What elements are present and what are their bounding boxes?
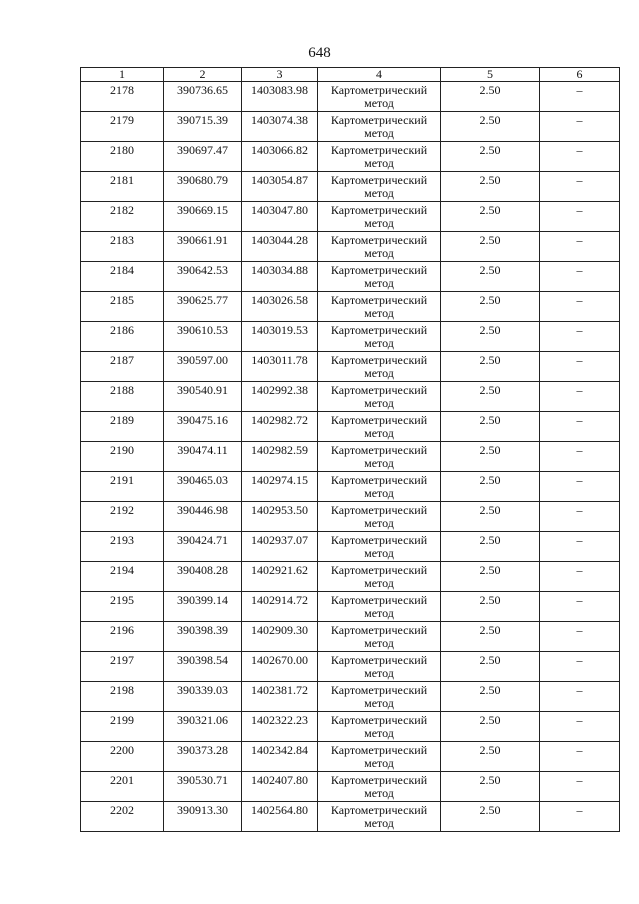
y-coordinate-cell: 1402953.50 [242, 502, 318, 532]
note-cell: – [540, 472, 620, 502]
table-row [81, 352, 620, 382]
method-cell [318, 352, 441, 382]
accuracy-cell: 2.50 [441, 322, 540, 352]
note-cell: – [540, 262, 620, 292]
point-number-cell: 2189 [81, 412, 164, 442]
table-row [81, 712, 620, 742]
note-cell: – [540, 712, 620, 742]
method-cell [318, 82, 441, 112]
y-coordinate-cell: 1402670.00 [242, 652, 318, 682]
point-number-cell: 2187 [81, 352, 164, 382]
y-coordinate-cell: 1403019.53 [242, 322, 318, 352]
accuracy-cell: 2.50 [441, 652, 540, 682]
x-coordinate-cell: 390475.16 [164, 412, 242, 442]
method-cell [318, 472, 441, 502]
y-coordinate-cell: 1402982.72 [242, 412, 318, 442]
accuracy-cell: 2.50 [441, 262, 540, 292]
method-text: Картометрический метод [330, 203, 428, 230]
accuracy-cell: 2.50 [441, 442, 540, 472]
x-coordinate-cell: 390597.00 [164, 352, 242, 382]
x-coordinate-cell: 390610.53 [164, 322, 242, 352]
x-coordinate-cell: 390446.98 [164, 502, 242, 532]
table-row [81, 742, 620, 772]
method-text: Картометрический метод [330, 233, 428, 260]
accuracy-cell: 2.50 [441, 712, 540, 742]
y-coordinate-cell: 1403044.28 [242, 232, 318, 262]
note-cell: – [540, 742, 620, 772]
accuracy-cell: 2.50 [441, 532, 540, 562]
y-coordinate-cell: 1402342.84 [242, 742, 318, 772]
y-coordinate-cell: 1402407.80 [242, 772, 318, 802]
y-coordinate-cell: 1402992.38 [242, 382, 318, 412]
method-text: Картометрический метод [330, 653, 428, 680]
point-number-cell: 2198 [81, 682, 164, 712]
note-cell: – [540, 382, 620, 412]
x-coordinate-cell: 390339.03 [164, 682, 242, 712]
note-cell: – [540, 142, 620, 172]
table-row [81, 262, 620, 292]
table-row [81, 82, 620, 112]
table-row [81, 232, 620, 262]
table-row [81, 772, 620, 802]
method-text: Картометрический метод [330, 293, 428, 320]
column-header-4: 4 [318, 68, 441, 82]
note-cell: – [540, 622, 620, 652]
y-coordinate-cell: 1402909.30 [242, 622, 318, 652]
header-row [81, 68, 620, 82]
method-text: Картометрический метод [330, 803, 428, 830]
accuracy-cell: 2.50 [441, 622, 540, 652]
x-coordinate-cell: 390715.39 [164, 112, 242, 142]
method-cell [318, 142, 441, 172]
accuracy-cell: 2.50 [441, 202, 540, 232]
note-cell: – [540, 442, 620, 472]
x-coordinate-cell: 390373.28 [164, 742, 242, 772]
accuracy-cell: 2.50 [441, 592, 540, 622]
method-cell [318, 382, 441, 412]
y-coordinate-cell: 1403066.82 [242, 142, 318, 172]
method-text: Картометрический метод [330, 593, 428, 620]
method-cell [318, 322, 441, 352]
method-text: Картометрический метод [330, 743, 428, 770]
column-header-6: 6 [540, 68, 620, 82]
table-row [81, 442, 620, 472]
note-cell: – [540, 202, 620, 232]
accuracy-cell: 2.50 [441, 772, 540, 802]
note-cell: – [540, 532, 620, 562]
note-cell: – [540, 682, 620, 712]
method-cell [318, 592, 441, 622]
accuracy-cell: 2.50 [441, 172, 540, 202]
x-coordinate-cell: 390625.77 [164, 292, 242, 322]
x-coordinate-cell: 390424.71 [164, 532, 242, 562]
table-row [81, 412, 620, 442]
x-coordinate-cell: 390530.71 [164, 772, 242, 802]
table-row [81, 802, 620, 832]
column-header-1: 1 [81, 68, 164, 82]
table-row [81, 472, 620, 502]
point-number-cell: 2184 [81, 262, 164, 292]
method-text: Картометрический метод [330, 623, 428, 650]
method-text: Картометрический метод [330, 713, 428, 740]
accuracy-cell: 2.50 [441, 412, 540, 442]
point-number-cell: 2181 [81, 172, 164, 202]
x-coordinate-cell: 390642.53 [164, 262, 242, 292]
point-number-cell: 2195 [81, 592, 164, 622]
method-text: Картометрический метод [330, 263, 428, 290]
method-text: Картометрический метод [330, 83, 428, 110]
method-text: Картометрический метод [330, 503, 428, 530]
point-number-cell: 2191 [81, 472, 164, 502]
note-cell: – [540, 172, 620, 202]
column-header-2: 2 [164, 68, 242, 82]
accuracy-cell: 2.50 [441, 682, 540, 712]
point-number-cell: 2186 [81, 322, 164, 352]
method-text: Картометрический метод [330, 443, 428, 470]
point-number-cell: 2192 [81, 502, 164, 532]
method-cell [318, 652, 441, 682]
method-text: Картометрический метод [330, 173, 428, 200]
note-cell: – [540, 562, 620, 592]
method-cell [318, 172, 441, 202]
note-cell: – [540, 82, 620, 112]
column-header-5: 5 [441, 68, 540, 82]
point-number-cell: 2178 [81, 82, 164, 112]
method-cell [318, 622, 441, 652]
note-cell: – [540, 592, 620, 622]
table-row [81, 682, 620, 712]
method-cell [318, 202, 441, 232]
point-number-cell: 2180 [81, 142, 164, 172]
x-coordinate-cell: 390736.65 [164, 82, 242, 112]
y-coordinate-cell: 1402322.23 [242, 712, 318, 742]
y-coordinate-cell: 1403011.78 [242, 352, 318, 382]
table-header [81, 68, 620, 82]
table-row [81, 142, 620, 172]
y-coordinate-cell: 1402982.59 [242, 442, 318, 472]
method-cell [318, 742, 441, 772]
table-body [81, 82, 620, 832]
note-cell: – [540, 502, 620, 532]
accuracy-cell: 2.50 [441, 112, 540, 142]
method-cell [318, 292, 441, 322]
method-cell [318, 262, 441, 292]
accuracy-cell: 2.50 [441, 352, 540, 382]
method-text: Картометрический метод [330, 683, 428, 710]
x-coordinate-cell: 390913.30 [164, 802, 242, 832]
y-coordinate-cell: 1403083.98 [242, 82, 318, 112]
x-coordinate-cell: 390669.15 [164, 202, 242, 232]
method-cell [318, 442, 441, 472]
accuracy-cell: 2.50 [441, 742, 540, 772]
table-row [81, 592, 620, 622]
method-cell [318, 772, 441, 802]
x-coordinate-cell: 390540.91 [164, 382, 242, 412]
y-coordinate-cell: 1402564.80 [242, 802, 318, 832]
accuracy-cell: 2.50 [441, 472, 540, 502]
table-row [81, 562, 620, 592]
method-text: Картометрический метод [330, 383, 428, 410]
point-number-cell: 2194 [81, 562, 164, 592]
y-coordinate-cell: 1403047.80 [242, 202, 318, 232]
y-coordinate-cell: 1402381.72 [242, 682, 318, 712]
accuracy-cell: 2.50 [441, 562, 540, 592]
table-row [81, 202, 620, 232]
accuracy-cell: 2.50 [441, 82, 540, 112]
point-number-cell: 2183 [81, 232, 164, 262]
x-coordinate-cell: 390408.28 [164, 562, 242, 592]
x-coordinate-cell: 390680.79 [164, 172, 242, 202]
note-cell: – [540, 652, 620, 682]
point-number-cell: 2200 [81, 742, 164, 772]
method-cell [318, 562, 441, 592]
table-row [81, 322, 620, 352]
point-number-cell: 2202 [81, 802, 164, 832]
coordinates-table [80, 67, 620, 832]
point-number-cell: 2193 [81, 532, 164, 562]
table-row [81, 172, 620, 202]
table-row [81, 112, 620, 142]
method-cell [318, 502, 441, 532]
x-coordinate-cell: 390321.06 [164, 712, 242, 742]
method-cell [318, 802, 441, 832]
y-coordinate-cell: 1403054.87 [242, 172, 318, 202]
accuracy-cell: 2.50 [441, 142, 540, 172]
point-number-cell: 2190 [81, 442, 164, 472]
point-number-cell: 2179 [81, 112, 164, 142]
point-number-cell: 2185 [81, 292, 164, 322]
point-number-cell: 2201 [81, 772, 164, 802]
method-cell [318, 712, 441, 742]
x-coordinate-cell: 390465.03 [164, 472, 242, 502]
point-number-cell: 2199 [81, 712, 164, 742]
y-coordinate-cell: 1403034.88 [242, 262, 318, 292]
note-cell: – [540, 292, 620, 322]
page-number: 648 [308, 45, 331, 61]
method-text: Картометрический метод [330, 323, 428, 350]
accuracy-cell: 2.50 [441, 232, 540, 262]
x-coordinate-cell: 390697.47 [164, 142, 242, 172]
point-number-cell: 2188 [81, 382, 164, 412]
method-cell [318, 532, 441, 562]
x-coordinate-cell: 390398.39 [164, 622, 242, 652]
note-cell: – [540, 232, 620, 262]
method-text: Картометрический метод [330, 413, 428, 440]
method-text: Картометрический метод [330, 113, 428, 140]
table-row [81, 382, 620, 412]
accuracy-cell: 2.50 [441, 292, 540, 322]
method-text: Картометрический метод [330, 143, 428, 170]
table-row [81, 292, 620, 322]
accuracy-cell: 2.50 [441, 802, 540, 832]
y-coordinate-cell: 1403026.58 [242, 292, 318, 322]
table-row [81, 502, 620, 532]
y-coordinate-cell: 1402937.07 [242, 532, 318, 562]
x-coordinate-cell: 390474.11 [164, 442, 242, 472]
x-coordinate-cell: 390399.14 [164, 592, 242, 622]
note-cell: – [540, 322, 620, 352]
y-coordinate-cell: 1402921.62 [242, 562, 318, 592]
method-text: Картометрический метод [330, 353, 428, 380]
method-cell [318, 232, 441, 262]
method-cell [318, 112, 441, 142]
column-header-3: 3 [242, 68, 318, 82]
table-row [81, 532, 620, 562]
y-coordinate-cell: 1403074.38 [242, 112, 318, 142]
method-text: Картометрический метод [330, 533, 428, 560]
note-cell: – [540, 802, 620, 832]
method-text: Картометрический метод [330, 773, 428, 800]
note-cell: – [540, 352, 620, 382]
table-row [81, 622, 620, 652]
accuracy-cell: 2.50 [441, 502, 540, 532]
x-coordinate-cell: 390661.91 [164, 232, 242, 262]
table-row [81, 652, 620, 682]
method-cell [318, 412, 441, 442]
y-coordinate-cell: 1402974.15 [242, 472, 318, 502]
point-number-cell: 2196 [81, 622, 164, 652]
point-number-cell: 2182 [81, 202, 164, 232]
y-coordinate-cell: 1402914.72 [242, 592, 318, 622]
method-cell [318, 682, 441, 712]
note-cell: – [540, 112, 620, 142]
note-cell: – [540, 412, 620, 442]
point-number-cell: 2197 [81, 652, 164, 682]
note-cell: – [540, 772, 620, 802]
method-text: Картометрический метод [330, 563, 428, 590]
method-text: Картометрический метод [330, 473, 428, 500]
accuracy-cell: 2.50 [441, 382, 540, 412]
x-coordinate-cell: 390398.54 [164, 652, 242, 682]
